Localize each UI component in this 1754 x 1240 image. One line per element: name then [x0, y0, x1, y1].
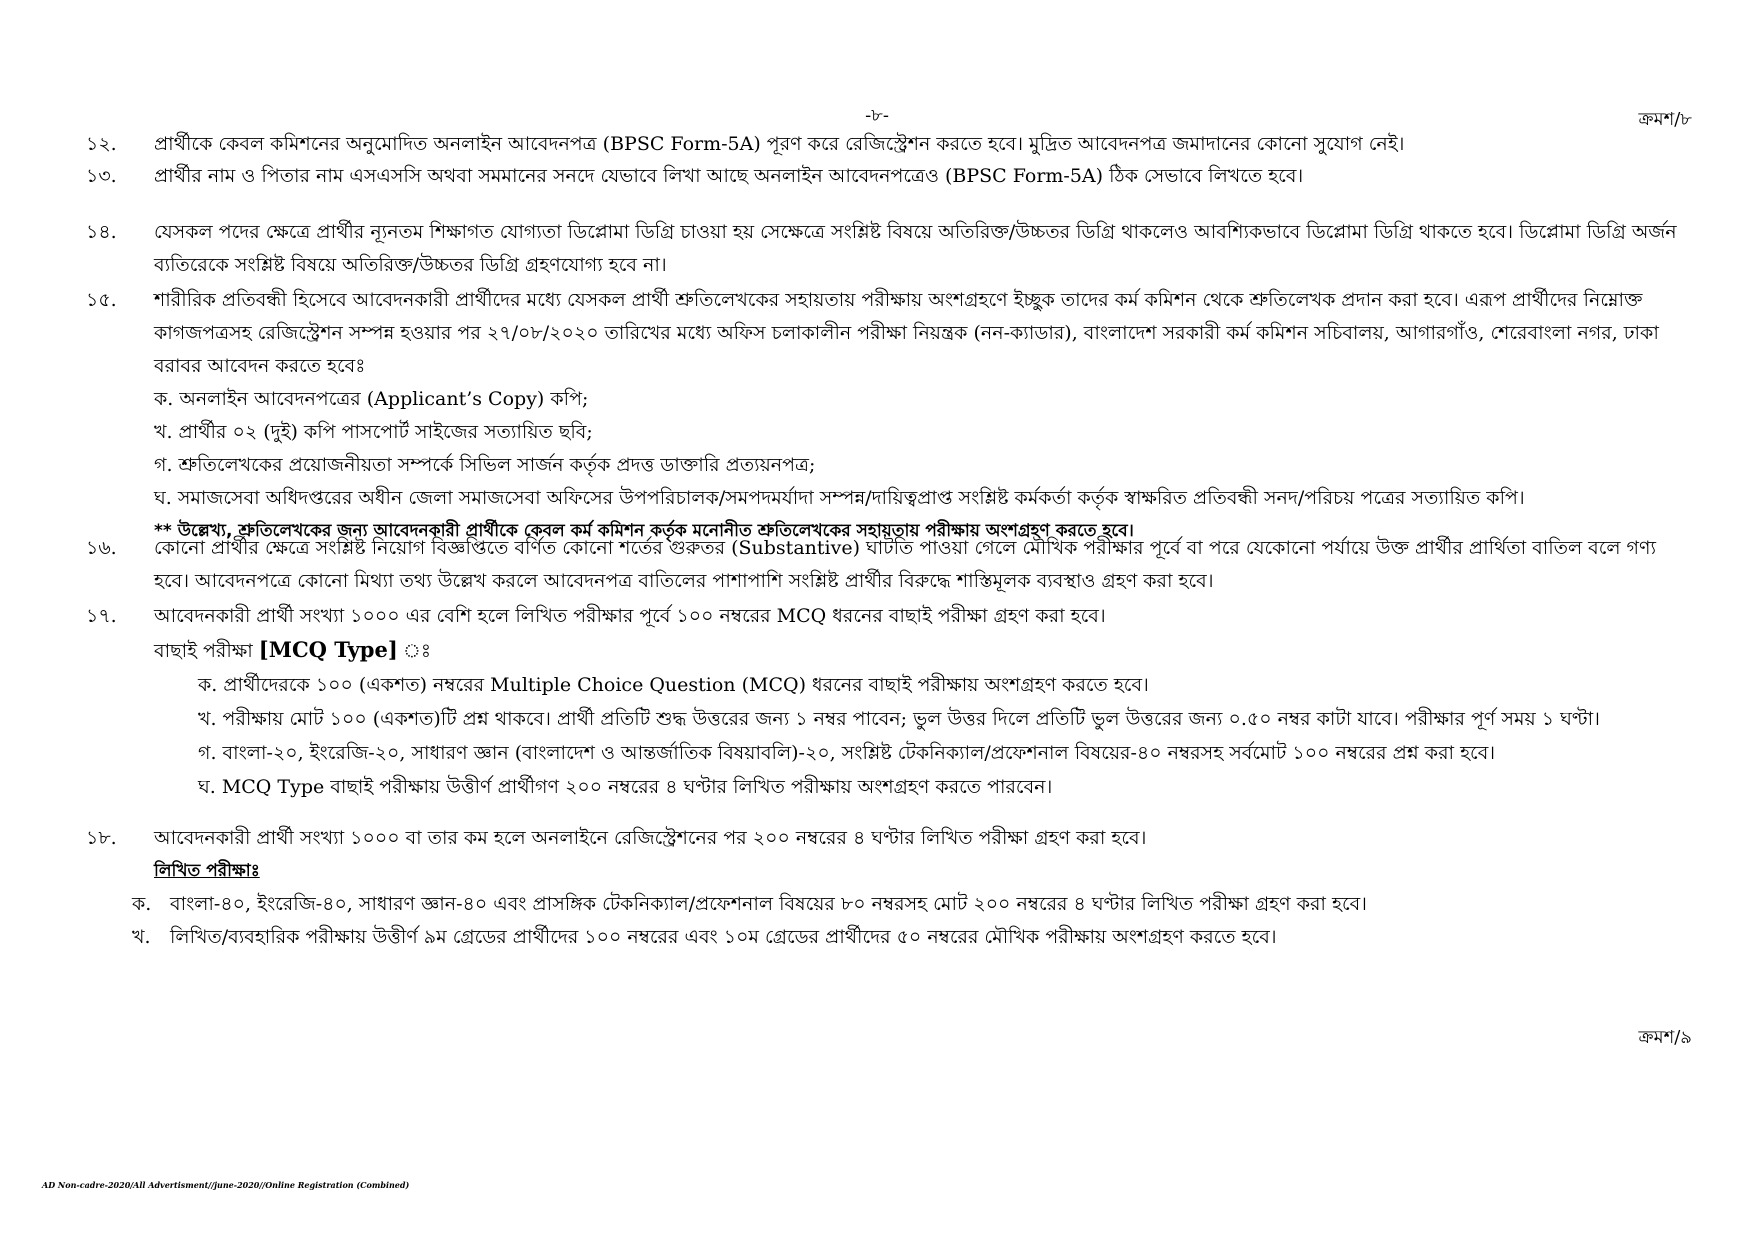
written-item-b: [132, 921, 1692, 954]
mcq-list: [154, 668, 1686, 804]
clause-text: শারীরিক প্রতিবন্ধী হিসেবে আবেদনকারী প্রার্থীদের মধ্যে যেসকল প্রার্থী শ্রুতিলেখকের সহায়তায় পরীক্ষায় অংশগ্রহণে ইচ্ছুক তাদের কর্ম কমিশন থেকে শ্রুতিলেখক প্রদান করা হবে। এরূপ প্রার্থীদের নিম্নোক্ত কাগজপত্রসহ রেজিস্ট্রেশন সম্পন্ন হওয়ার পর ২৭/০৮/২০২০ তারিখের মধ্যে অফিস চলাকালীন পরীক্ষা নিয়ন্ত্রক (নন-ক্যাডার), বাংলাদেশ সরকারী কর্ম কমিশন সচিবালয়, আগারগাঁও, শেরেবাংলা নগর, ঢাকা বরাবর আবেদন করতে হবেঃ: [154, 289, 1659, 377]
clause-text: আবেদনকারী প্রার্থী সংখ্যা ১০০০ এর বেশি হলে লিখিত পরীক্ষার পূর্বে ১০০ নম্বরের MCQ ধরনের বাছাই পরীক্ষা গ্রহণ করা হবে।: [154, 605, 1106, 627]
clause-text: কোনো প্রার্থীর ক্ষেত্রে সংশ্লিষ্ট নিয়োগ বিজ্ঞপ্তিতে বর্ণিত কোনো শর্তের গুরুতর (Substantive) ঘাটতি পাওয়া গেলে মৌখিক পরীক্ষার পূর্বে বা পরে যেকোনো পর্যায়ে উক্ত প্রার্থীর প্রার্থিতা বাতিল বলে গণ্য হবে। আবেদনপত্রে কোনো মিথ্যা তথ্য উল্লেখ করলে আবেদনপত্র বাতিলের পাশাপাশি সংশ্লিষ্ট প্রার্থীর বিরুদ্ধে শাস্তিমূলক ব্যবস্থাও গ্রহণ করা হবে।: [154, 537, 1657, 592]
clause-body: [154, 284, 1686, 548]
mcq-item-b: খ. পরীক্ষায় মোট ১০০ (একশত)টি প্রশ্ন থাকবে। প্রার্থী প্রতিটি শুদ্ধ উত্তরের জন্য ১ নম্বর পাবেন; ভুল উত্তর দিলে প্রতিটি ভুল উত্তরের জন্য ০.৫০ নম্বর কাটা যাবে। পরীক্ষার পূর্ণ সময় ১ ঘণ্টা।: [198, 708, 1600, 730]
document-list-item-d: ঘ. সমাজসেবা অধিদপ্তরের অধীন জেলা সমাজসেবা অফিসের উপপরিচালক/সমপদমর্যাদা সম্পন্ন/দায়িত্বপ্রাপ্ত সংশ্লিষ্ট কর্মকর্তা কর্তৃক স্বাক্ষরিত প্রতিবন্ধী সনদ/পরিচয় পত্রের সত্যায়িত কপি।: [154, 487, 1525, 509]
clause-number: ১৬.: [86, 537, 117, 559]
clause-number: ১৫.: [86, 289, 117, 311]
document-list-item-b: খ. প্রার্থীর ০২ (দুই) কপি পাসপোর্ট সাইজের সত্যায়িত ছবি;: [154, 421, 593, 443]
page-number: -৮-: [865, 105, 889, 126]
written-item-label: খ.: [132, 926, 151, 948]
mcq-heading: [154, 633, 1686, 668]
clause-number: ১৩.: [86, 165, 117, 187]
clause-number: ১২.: [86, 133, 117, 155]
clause-number: ১৮.: [86, 827, 117, 849]
continued-marker-bottom: ক্রমশ/৯: [1638, 1027, 1692, 1048]
mcq-heading-suffix: ঃ: [397, 640, 431, 662]
written-item-text: লিখিত/ব্যবহারিক পরীক্ষায় উত্তীর্ণ ৯ম গ্রেডের প্রার্থীদের ১০০ নম্বরের এবং ১০ম গ্রেডের প্রার্থীদের ৫০ নম্বরের মৌখিক পরীক্ষায় অংশগ্রহণ করতে হবে।: [170, 926, 1277, 948]
written-item-label: ক.: [132, 893, 152, 915]
written-exam-list: [132, 888, 1692, 954]
clause-number: ১৭.: [86, 605, 117, 627]
clause-text: প্রার্থীর নাম ও পিতার নাম এসএসসি অথবা সমমানের সনদে যেভাবে লিখা আছে অনলাইন আবেদনপত্রেও (BPSC Form-5A) ঠিক সেভাবে লিখতে হবে।: [154, 165, 1304, 187]
scribe-note: ** উল্লেখ্য, শ্রুতিলেখকের জন্য আবেদনকারী প্রার্থীকে কেবল কর্ম কমিশন কর্তৃক মনোনীত শ্রুতিলেখকের সহায়তায় পরীক্ষায় অংশগ্রহণ করতে হবে।: [154, 521, 1134, 541]
mcq-item-c: গ. বাংলা-২০, ইংরেজি-২০, সাধারণ জ্ঞান (বাংলাদেশ ও আন্তর্জাতিক বিষয়াবলি)-২০, সংশ্লিষ্ট টেকনিক্যাল/প্রফেশনাল বিষয়ের-৪০ নম্বরসহ সর্বমোট ১০০ নম্বরের প্রশ্ন করা হবে।: [198, 742, 1496, 764]
clause-text: আবেদনকারী প্রার্থী সংখ্যা ১০০০ বা তার কম হলে অনলাইনে রেজিস্ট্রেশনের পর ২০০ নম্বরের ৪ ঘণ্টার লিখিত পরীক্ষা গ্রহণ করা হবে।: [154, 827, 1147, 849]
written-item-a: [132, 888, 1692, 921]
mcq-item-a: ক. প্রার্থীদেরকে ১০০ (একশত) নম্বরের Multiple Choice Question (MCQ) ধরনের বাছাই পরীক্ষায় অংশগ্রহণ করতে হবে।: [198, 674, 1149, 696]
mcq-heading-type: [MCQ Type]: [258, 637, 398, 662]
footer-path: AD Non-cadre-2020/All Advertisment//june-2020//Online Registration (Combined): [42, 1180, 410, 1190]
clause-body: [154, 822, 1686, 888]
clause-text: যেসকল পদের ক্ষেত্রে প্রার্থীর ন্যূনতম শিক্ষাগত যোগ্যতা ডিপ্লোমা ডিগ্রি চাওয়া হয় সেক্ষেত্রে সংশ্লিষ্ট বিষয়ে অতিরিক্ত/উচ্চতর ডিগ্রি থাকলেও আবশ্যিকভাবে ডিপ্লোমা ডিগ্রি থাকতে হবে। ডিপ্লোমা ডিগ্রি অর্জন ব্যতিরেকে সংশ্লিষ্ট বিষয়ে অতিরিক্ত/উচ্চতর ডিগ্রি গ্রহণযোগ্য হবে না।: [154, 221, 1677, 276]
clause-text: প্রার্থীকে কেবল কমিশনের অনুমোদিত অনলাইন আবেদনপত্র (BPSC Form-5A) পূরণ করে রেজিস্ট্রেশন করতে হবে। মুদ্রিত আবেদনপত্র জমাদানের কোনো সুযোগ নেই।: [154, 133, 1405, 155]
document-list-item-a: ক. অনলাইন আবেদনপত্রের (Applicant’s Copy) কপি;: [154, 388, 589, 410]
written-item-text: বাংলা-৪০, ইংরেজি-৪০, সাধারণ জ্ঞান-৪০ এবং প্রাসঙ্গিক টেকনিক্যাল/প্রফেশনাল বিষয়ের ৮০ নম্বরসহ মোট ২০০ নম্বরের ৪ ঘণ্টার লিখিত পরীক্ষা গ্রহণ করা হবে।: [170, 893, 1367, 915]
mcq-heading-prefix: বাছাই পরীক্ষা: [154, 640, 259, 662]
continued-marker-top: ক্রমশ/৮: [1638, 109, 1692, 130]
mcq-item-d: ঘ. MCQ Type বাছাই পরীক্ষায় উত্তীর্ণ প্রার্থীগণ ২০০ নম্বরের ৪ ঘণ্টার লিখিত পরীক্ষায় অংশগ্রহণ করতে পারবেন।: [198, 776, 1053, 798]
written-exam-heading: লিখিত পরীক্ষাঃ: [154, 861, 260, 881]
clause-number: ১৪.: [86, 221, 117, 243]
document-list-item-c: গ. শ্রুতিলেখকের প্রয়োজনীয়তা সম্পর্কে সিভিল সার্জন কর্তৃক প্রদত্ত ডাক্তারি প্রত্যয়নপত্র;: [154, 454, 816, 476]
clause-body: [154, 600, 1686, 804]
